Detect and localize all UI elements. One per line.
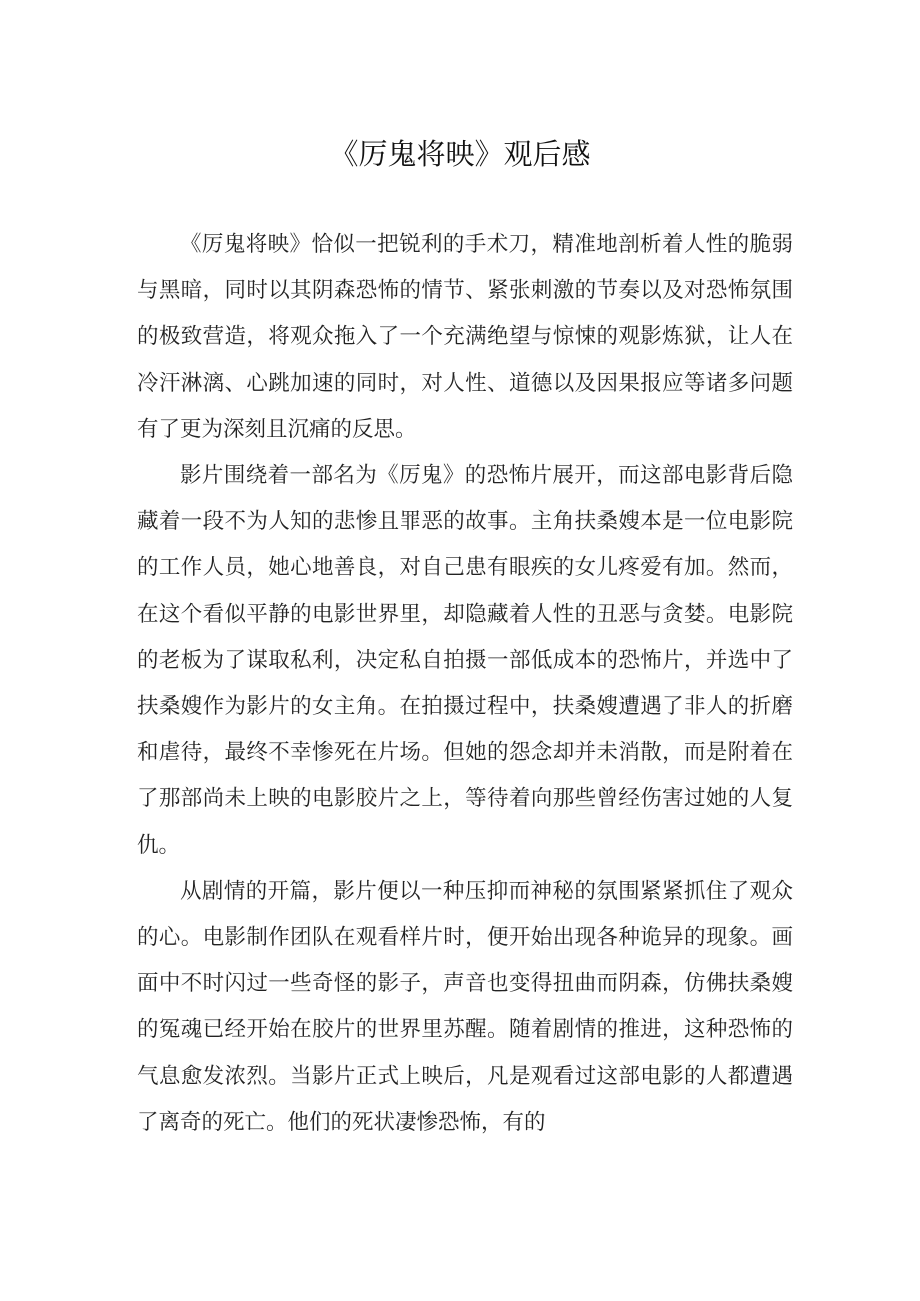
paragraph-2: 影片围绕着一部名为《厉鬼》的恐怖片展开，而这部电影背后隐藏着一段不为人知的悲惨且罪恶的故事。主角扶桑嫂本是一位电影院的工作人员，她心地善良，对自己患有眼疾的女儿疼爱有加。然而，在这个看似平静的电影世界里，却隐藏着人性的丑恶与贪婪。电影院的老板为了谋取私利，决定私自拍摄一部低成本的恐怖片，并选中了扶桑嫂作为影片的女主角。在拍摄过程中，扶桑嫂遭遇了非人的折磨和虐待，最终不幸惨死在片场。但她的怨念却并未消散，而是附着在了那部尚未上映的电影胶片之上，等待着向那些曾经伤害过她的人复仇。 [137, 463, 793, 858]
paragraph-3: 从剧情的开篇，影片便以一种压抑而神秘的氛围紧紧抓住了观众的心。电影制作团队在观看样片时，便开始出现各种诡异的现象。画面中不时闪过一些奇怪的影子，声音也变得扭曲而阴森，仿佛扶桑嫂的冤魂已经开始在胶片的世界里苏醒。随着剧情的推进，这种恐怖的气息愈发浓烈。当影片正式上映后，凡是观看过这部电影的人都遭遇了离奇的死亡。他们的死状凄惨恐怖，有的 [137, 878, 793, 1135]
document-body [137, 222, 793, 1146]
paragraph-1: 《厉鬼将映》恰似一把锐利的手术刀，精准地剖析着人性的脆弱与黑暗，同时以其阴森恐怖的情节、紧张刺激的节奏以及对恐怖氛围的极致营造，将观众拖入了一个充满绝望与惊悚的观影炼狱，让人在冷汗淋漓、心跳加速的同时，对人性、道德以及因果报应等诸多问题有了更为深刻且沉痛的反思。 [137, 232, 793, 442]
document-title: 《厉鬼将映》观后感 [329, 137, 591, 171]
